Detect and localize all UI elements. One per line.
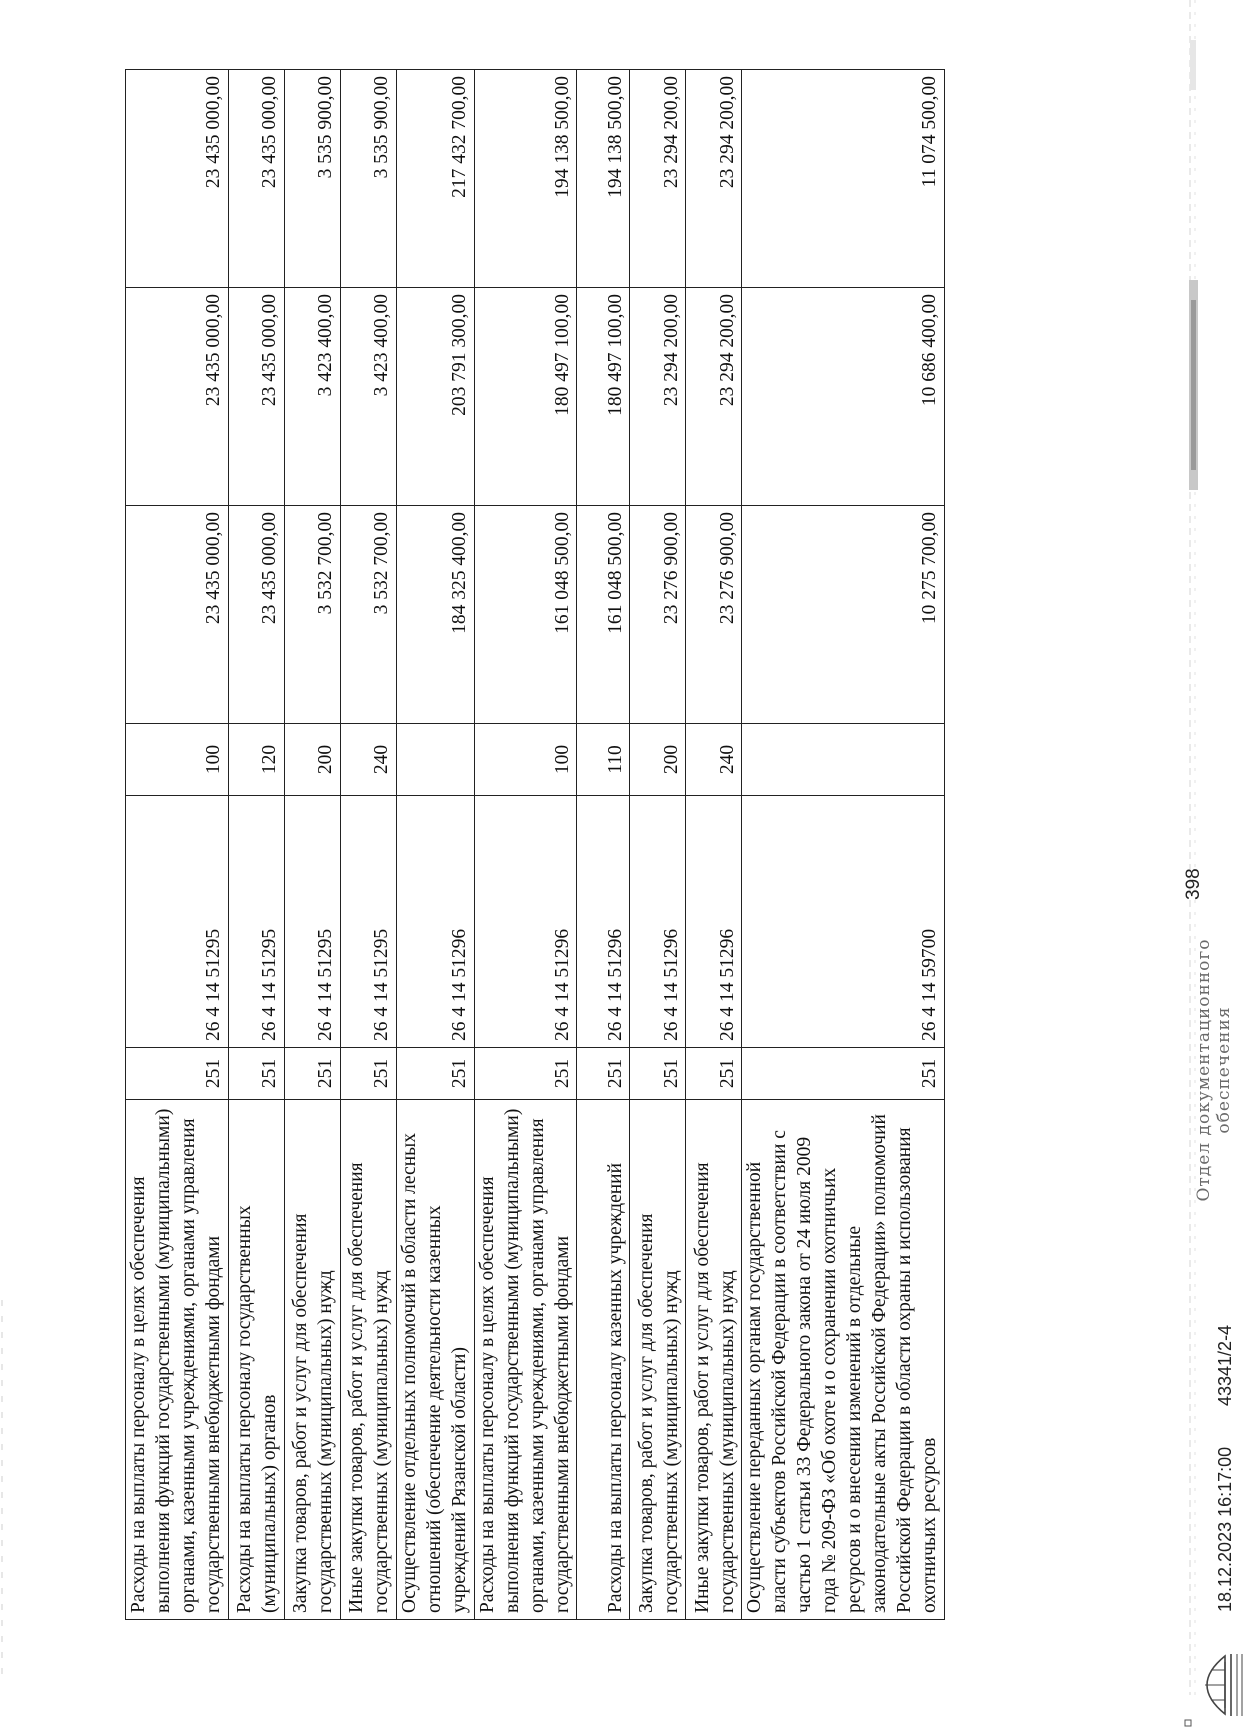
row-amount-year-3: 194 138 500,00 bbox=[474, 70, 577, 288]
row-amount-year-3: 23 294 200,00 bbox=[630, 70, 686, 288]
row-description: Иные закупки товаров, работ и услуг для обеспечения государственных (муниципальных) нужд bbox=[340, 1100, 396, 1620]
row-amount-year-3: 23 435 000,00 bbox=[126, 70, 229, 288]
footer-datetime: 18.12.2023 16:17:00 bbox=[1215, 1446, 1235, 1612]
page-number: 398 bbox=[1183, 868, 1204, 900]
row-expense-type: 100 bbox=[474, 724, 577, 796]
row-description: Закупка товаров, работ и услуг для обеспечения государственных (муниципальных) нужд bbox=[284, 1100, 340, 1620]
row-amount-year-1: 23 435 000,00 bbox=[228, 506, 284, 724]
emblem-logo bbox=[1183, 1640, 1247, 1730]
row-description: Иные закупки товаров, работ и услуг для обеспечения государственных (муниципальных) нужд bbox=[686, 1100, 742, 1620]
row-amount-year-1: 161 048 500,00 bbox=[474, 506, 577, 724]
row-article-code: 26 4 14 51295 bbox=[284, 796, 340, 1048]
rotated-page bbox=[125, 70, 1235, 1620]
row-amount-year-2: 23 435 000,00 bbox=[228, 288, 284, 506]
row-amount-year-1: 23 276 900,00 bbox=[686, 506, 742, 724]
row-article-code: 26 4 14 51295 bbox=[228, 796, 284, 1048]
row-amount-year-1: 184 325 400,00 bbox=[396, 506, 474, 724]
row-amount-year-2: 23 294 200,00 bbox=[686, 288, 742, 506]
scan-left-artifact bbox=[0, 1300, 4, 1680]
row-description: Расходы на выплаты персоналу в целях обеспечения выполнения функций государственными (муниципальными) органами, казенными учреждениями, органами управления государственными внебюджетными фондами bbox=[474, 1100, 577, 1620]
row-amount-year-2: 3 423 400,00 bbox=[284, 288, 340, 506]
row-description: Закупка товаров, работ и услуг для обеспечения государственных (муниципальных) нужд bbox=[630, 1100, 686, 1620]
row-amount-year-1: 23 435 000,00 bbox=[126, 506, 229, 724]
table-row bbox=[474, 70, 577, 1620]
table-row bbox=[228, 70, 284, 1620]
table-row bbox=[577, 70, 630, 1620]
footer-doc-code: 43341/2-4 bbox=[1215, 1324, 1235, 1406]
row-amount-year-2: 10 686 400,00 bbox=[742, 288, 945, 506]
row-expense-type: 200 bbox=[630, 724, 686, 796]
row-amount-year-1: 3 532 700,00 bbox=[340, 506, 396, 724]
row-amount-year-3: 23 435 000,00 bbox=[228, 70, 284, 288]
scan-edge-artifact bbox=[1186, 0, 1200, 1695]
row-article-code: 26 4 14 51296 bbox=[686, 796, 742, 1048]
row-ministry-code: 251 bbox=[396, 1048, 474, 1100]
row-amount-year-3: 3 535 900,00 bbox=[284, 70, 340, 288]
table-row bbox=[284, 70, 340, 1620]
row-description: Расходы на выплаты персоналу казенных учреждений bbox=[577, 1100, 630, 1620]
table-row bbox=[742, 70, 945, 1620]
stamp-line-2: обеспечения bbox=[1213, 1006, 1234, 1134]
row-article-code: 26 4 14 51296 bbox=[630, 796, 686, 1048]
row-ministry-code: 251 bbox=[340, 1048, 396, 1100]
row-amount-year-3: 11 074 500,00 bbox=[742, 70, 945, 288]
row-amount-year-2: 23 294 200,00 bbox=[630, 288, 686, 506]
row-amount-year-1: 10 275 700,00 bbox=[742, 506, 945, 724]
row-ministry-code: 251 bbox=[474, 1048, 577, 1100]
row-expense-type: 240 bbox=[340, 724, 396, 796]
row-article-code: 26 4 14 59700 bbox=[742, 796, 945, 1048]
row-amount-year-3: 3 535 900,00 bbox=[340, 70, 396, 288]
row-expense-type bbox=[396, 724, 474, 796]
row-article-code: 26 4 14 51295 bbox=[126, 796, 229, 1048]
row-amount-year-3: 23 294 200,00 bbox=[686, 70, 742, 288]
row-ministry-code: 251 bbox=[577, 1048, 630, 1100]
table-row bbox=[630, 70, 686, 1620]
row-expense-type bbox=[742, 724, 945, 796]
row-amount-year-1: 23 276 900,00 bbox=[630, 506, 686, 724]
row-description: Расходы на выплаты персоналу в целях обеспечения выполнения функций государственными (муниципальными) органами, казенными учреждениями, органами управления государственными внебюджетными фондами bbox=[126, 1100, 229, 1620]
row-amount-year-3: 194 138 500,00 bbox=[577, 70, 630, 288]
row-article-code: 26 4 14 51296 bbox=[474, 796, 577, 1048]
row-expense-type: 200 bbox=[284, 724, 340, 796]
row-amount-year-2: 180 497 100,00 bbox=[577, 288, 630, 506]
row-amount-year-2: 3 423 400,00 bbox=[340, 288, 396, 506]
row-amount-year-2: 23 435 000,00 bbox=[126, 288, 229, 506]
budget-table bbox=[125, 69, 945, 1620]
row-article-code: 26 4 14 51296 bbox=[396, 796, 474, 1048]
row-amount-year-3: 217 432 700,00 bbox=[396, 70, 474, 288]
row-ministry-code: 251 bbox=[630, 1048, 686, 1100]
stamp-line-1: Отдел документационного bbox=[1194, 938, 1214, 1202]
row-expense-type: 100 bbox=[126, 724, 229, 796]
row-article-code: 26 4 14 51296 bbox=[577, 796, 630, 1048]
row-amount-year-2: 203 791 300,00 bbox=[396, 288, 474, 506]
row-description: Осуществление переданных органам государственной власти субъектов Российской Федерации в соответствии с частью 1 статьи 33 Федерального закона от 24 июля 2009 года № 209-ФЗ «Об охоте и о сохранении охотничьих ресурсов и о внесении изменений в отдельные законодательные акты Российской Федерации» полномочий Российской Федерации в области охраны и использования охотничьих ресурсов bbox=[742, 1100, 945, 1620]
table-body bbox=[126, 70, 945, 1620]
table-row bbox=[686, 70, 742, 1620]
row-amount-year-1: 161 048 500,00 bbox=[577, 506, 630, 724]
row-amount-year-1: 3 532 700,00 bbox=[284, 506, 340, 724]
row-article-code: 26 4 14 51295 bbox=[340, 796, 396, 1048]
row-description: Расходы на выплаты персоналу государственных (муниципальных) органов bbox=[228, 1100, 284, 1620]
row-amount-year-2: 180 497 100,00 bbox=[474, 288, 577, 506]
department-stamp bbox=[1195, 930, 1234, 1210]
table-row bbox=[340, 70, 396, 1620]
row-ministry-code: 251 bbox=[742, 1048, 945, 1100]
row-ministry-code: 251 bbox=[228, 1048, 284, 1100]
table-row bbox=[126, 70, 229, 1620]
row-ministry-code: 251 bbox=[126, 1048, 229, 1100]
row-ministry-code: 251 bbox=[284, 1048, 340, 1100]
row-expense-type: 120 bbox=[228, 724, 284, 796]
table-row bbox=[396, 70, 474, 1620]
row-expense-type: 240 bbox=[686, 724, 742, 796]
row-ministry-code: 251 bbox=[686, 1048, 742, 1100]
row-expense-type: 110 bbox=[577, 724, 630, 796]
row-description: Осуществление отдельных полномочий в области лесных отношений (обеспечение деятельности казенных учреждений Рязанской области) bbox=[396, 1100, 474, 1620]
